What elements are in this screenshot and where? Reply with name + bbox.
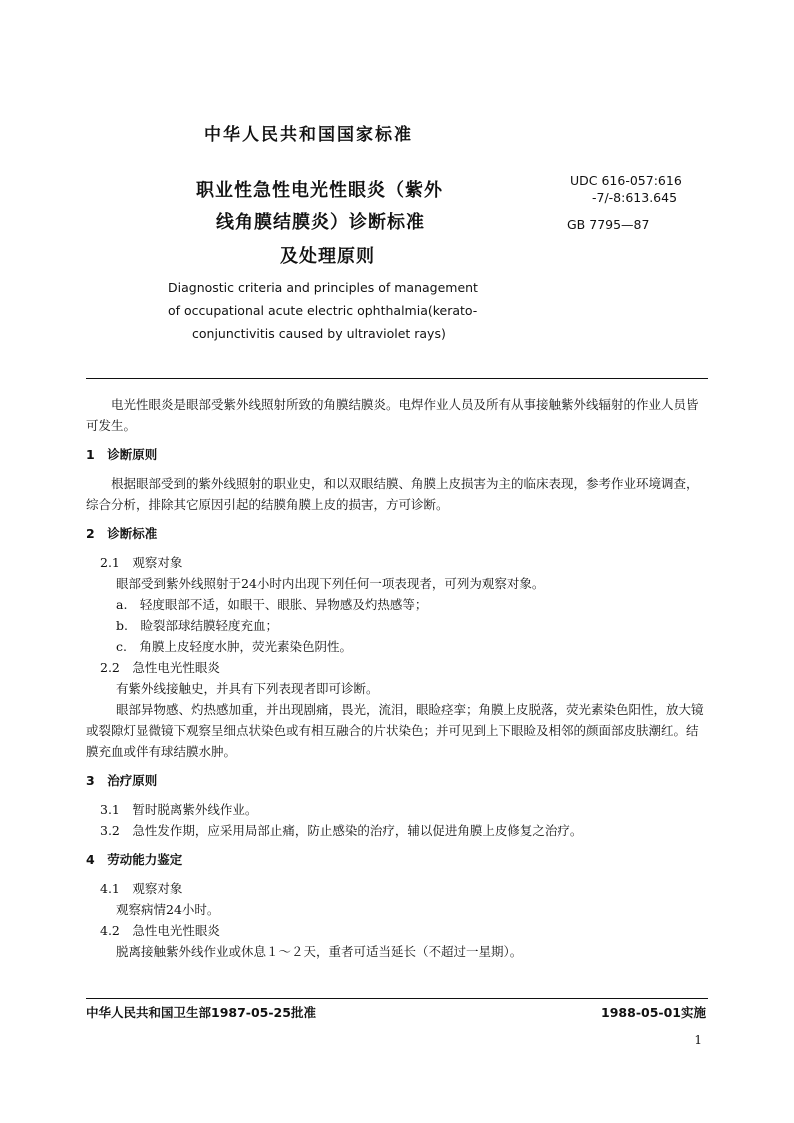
section-4-2-text: 脱离接触紫外线作业或休息１～２天，重者可适当延长（不超过一星期）。 [116, 944, 523, 959]
section-2-1-item-b: b. 睑裂部球结膜轻度充血； [116, 618, 278, 633]
implementation-date: 1988-05-01实施 [601, 1005, 706, 1020]
section-2-2-text-1: 有紫外线接触史，并具有下列表现者即可诊断。 [116, 681, 379, 696]
intro-paragraph: 电光性眼炎是眼部受紫外线照射所致的角膜结膜炎。电焊作业人员及所有从事接触紫外线辐射的作业人员皆可发生。 [86, 397, 699, 433]
english-title-line-3: conjunctivitis caused by ultraviolet rays) [192, 326, 446, 341]
udc-code [570, 172, 682, 206]
document-title-line-1: 职业性急性电光性眼炎（紫外 [196, 180, 443, 201]
footer-divider [86, 998, 708, 999]
gb-number: GB 7795—87 [567, 217, 650, 232]
english-title [168, 276, 548, 345]
section-4-1-heading: 4.1 观察对象 [100, 881, 183, 896]
section-2-2-heading: 2.2 急性电光性眼炎 [100, 660, 220, 675]
header-divider [86, 378, 708, 379]
section-2-heading: 2 诊断标准 [86, 526, 158, 541]
approval-line: 中华人民共和国卫生部1987-05-25批准 [86, 1005, 316, 1020]
section-3-2: 3.2 急性发作期，应采用局部止痛，防止感染的治疗，辅以促进角膜上皮修复之治疗。 [100, 823, 583, 838]
english-title-line-2: of occupational acute electric ophthalmia(kerato- [168, 303, 478, 318]
section-2-1-item-c: c. 角膜上皮轻度水肿，荧光素染色阴性。 [116, 639, 352, 654]
english-title-line-1: Diagnostic criteria and principles of management [168, 280, 478, 295]
section-4-heading: 4 劳动能力鉴定 [86, 852, 183, 867]
udc-line-1: UDC 616-057:616 [570, 173, 682, 188]
section-1-text: 根据眼部受到的紫外线照射的职业史，和以双眼结膜、角膜上皮损害为主的临床表现，参考作业环境调查，综合分析，排除其它原因引起的结膜角膜上皮的损害，方可诊断。 [86, 476, 699, 512]
section-2-2-text-2: 眼部异物感、灼热感加重，并出现剧痛，畏光，流泪，眼睑痉挛；角膜上皮脱落，荧光素染色阳性，放大镜或裂隙灯显微镜下观察呈细点状染色或有相互融合的片状染色；并可见到上下眼睑及相邻的颜面部皮肤潮红。结膜充血或伴有球结膜水肿。 [86, 702, 704, 759]
section-2-1-heading: 2.1 观察对象 [100, 555, 183, 570]
section-2-1-text: 眼部受到紫外线照射于24小时内出现下列任何一项表现者，可列为观察对象。 [116, 576, 545, 591]
section-1-heading: 1 诊断原则 [86, 447, 158, 462]
section-4-1-text: 观察病情24小时。 [116, 902, 220, 917]
document-title-line-3: 及处理原则 [280, 246, 375, 267]
document-title-line-2: 线角膜结膜炎）诊断标准 [216, 212, 425, 233]
section-4-2-heading: 4.2 急性电光性眼炎 [100, 923, 220, 938]
page-number: 1 [694, 1033, 702, 1047]
document-body [86, 394, 708, 962]
section-3-heading: 3 治疗原则 [86, 773, 158, 788]
udc-line-2: -7/-8:613.645 [592, 190, 678, 205]
section-2-1-item-a: a. 轻度眼部不适，如眼干、眼胀、异物感及灼热感等； [116, 597, 428, 612]
section-3-1: 3.1 暂时脱离紫外线作业。 [100, 802, 258, 817]
national-standard-label: 中华人民共和国国家标准 [204, 125, 413, 145]
